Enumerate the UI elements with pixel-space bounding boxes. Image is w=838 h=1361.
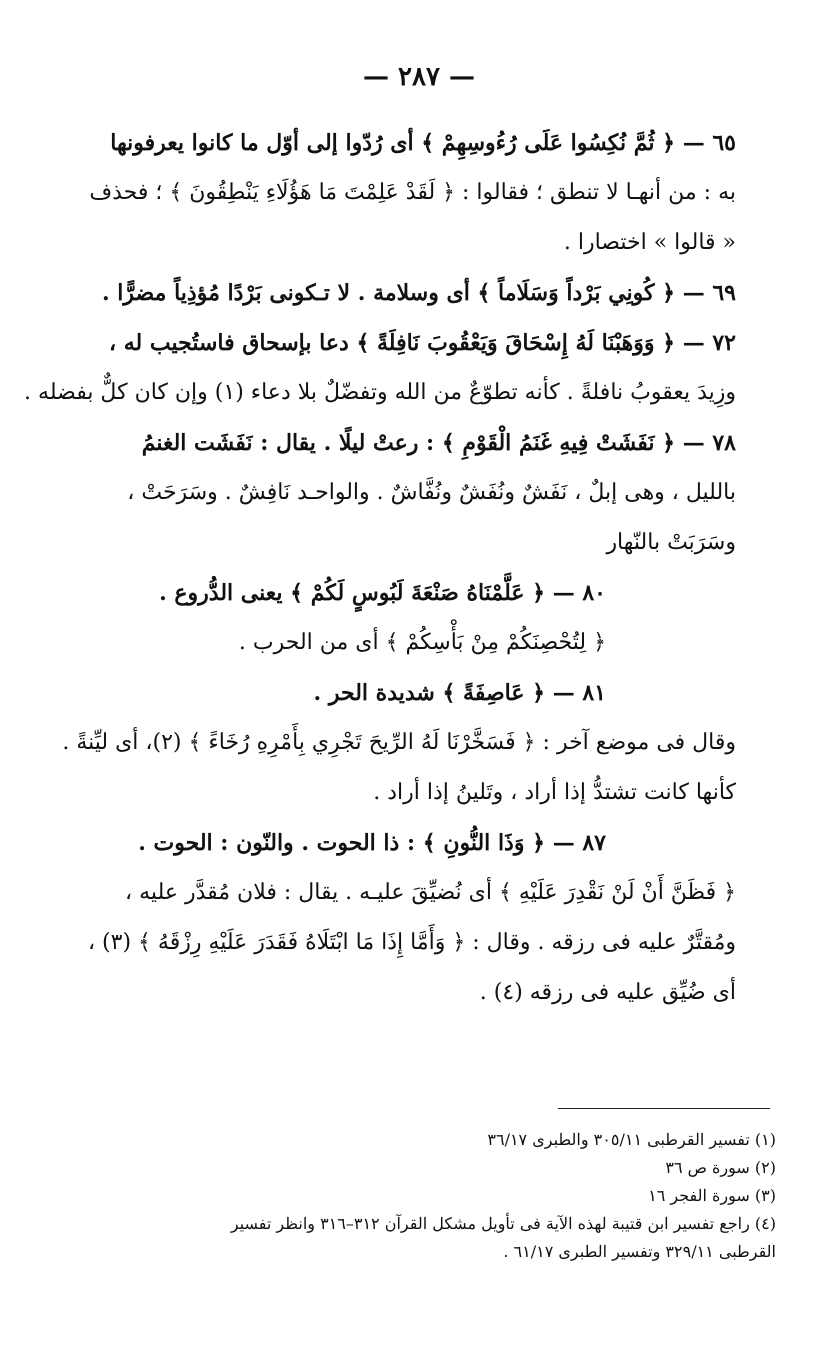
footnote: (١) تفسير القرطبى ٣٠٥/١١ والطبرى ٣٦/١٧ <box>487 1130 776 1149</box>
footnote-divider <box>558 1108 770 1109</box>
footnote: القرطبى ٣٢٩/١١ وتفسير الطبرى ٦١/١٧ . <box>503 1242 776 1261</box>
footnote: (٤) راجع تفسير ابن قتيبة لهذه الآية فى تأويل مشكل القرآن ٣١٢–٣١٦ وانظر تفسير <box>230 1214 776 1233</box>
text-line: به : من أنهـا لا تنطق ؛ فقالوا : ﴿ لَقَدْ عَلِمْتَ مَا هَؤُلَاءِ يَنْطِقُونَ ﴾ ؛ فحذف <box>89 180 736 205</box>
text-line: أى ضُيِّق عليه فى رزقه (٤) . <box>479 980 736 1005</box>
text-line: ٨١ — ﴿ عَاصِفَةً ﴾ شديدة الحر . <box>313 680 606 706</box>
text-line: « قالوا » اختصارا . <box>563 230 736 255</box>
footnote: (٣) سورة الفجر ١٦ <box>648 1186 776 1205</box>
text-line: وقال فى موضع آخر : ﴿ فَسَخَّرْنَا لَهُ الرِّيحَ تَجْرِي بِأَمْرِهِ رُخَاءً ﴾ (٢)، أى ليِّنةً . <box>62 730 736 755</box>
main-text <box>24 128 736 1028</box>
page-number: — ٢٨٧ — <box>362 62 476 92</box>
text-line: ٨٧ — ﴿ وَذَا النُّونِ ﴾ : ذا الحوت . والنّون : الحوت . <box>138 830 606 856</box>
text-line: ﴿ لِتُحْصِنَكُمْ مِنْ بَأْسِكُمْ ﴾ أى من الحرب . <box>238 630 606 655</box>
footnote: (٢) سورة ص ٣٦ <box>665 1158 776 1177</box>
text-line: ٧٢ — ﴿ وَوَهَبْنَا لَهُ إِسْحَاقَ وَيَعْقُوبَ نَافِلَةً ﴾ دعا بإسحاق فاستُجيب له ، <box>108 330 736 356</box>
text-line: ٧٨ — ﴿ نَفَشَتْ فِيهِ غَنَمُ الْقَوْمِ ﴾ : رعتْ ليلًا . يقال : نَفَشَت الغنمُ <box>141 430 736 456</box>
text-line: ٦٥ — ﴿ ثُمَّ نُكِسُوا عَلَى رُءُوسِهِمْ ﴾ أى رُدّوا إلى أوّل ما كانوا يعرفونها <box>110 130 736 156</box>
text-line: ٦٩ — ﴿ كُونِي بَرْداً وَسَلَاماً ﴾ أى وسلامة . لا تـكونى بَرْدًا مُؤذِياً مضرًّا . <box>101 280 736 306</box>
footnotes <box>96 1128 776 1268</box>
text-line: كأنها كانت تشتدُّ إذا أراد ، وتَلينُ إذا أراد . <box>373 780 736 805</box>
text-line: ومُقتَّرٌ عليه فى رزقه . وقال : ﴿ وَأَمَّا إِذَا مَا ابْتَلَاهُ فَقَدَرَ عَلَيْهِ رِزْقَهُ ﴾ (٣) ، <box>87 930 736 955</box>
text-line: بالليل ، وهى إبلٌ ، نَفَشٌ ونُفَشٌ ونُفَّاشٌ . والواحـد نَافِشٌ . وسَرَحَتْ ، <box>127 480 736 505</box>
text-line: ٨٠ — ﴿ عَلَّمْنَاهُ صَنْعَةَ لَبُوسٍ لَكُمْ ﴾ يعنى الدُّروع . <box>159 580 606 606</box>
text-line: وسَرَبَتْ بالنّهار <box>606 530 736 555</box>
text-line: ﴿ فَظَنَّ أَنْ لَنْ نَقْدِرَ عَلَيْهِ ﴾ أى نُضيِّقَ عليـه . يقال : فلان مُقدَّر عليه ، <box>125 880 736 905</box>
text-line: وزِيدَ يعقوبُ نافلةً . كأنه تطوّعٌ من الله وتفضّلٌ بلا دعاء (١) وإن كان كلٌّ بفضله . <box>24 380 736 405</box>
